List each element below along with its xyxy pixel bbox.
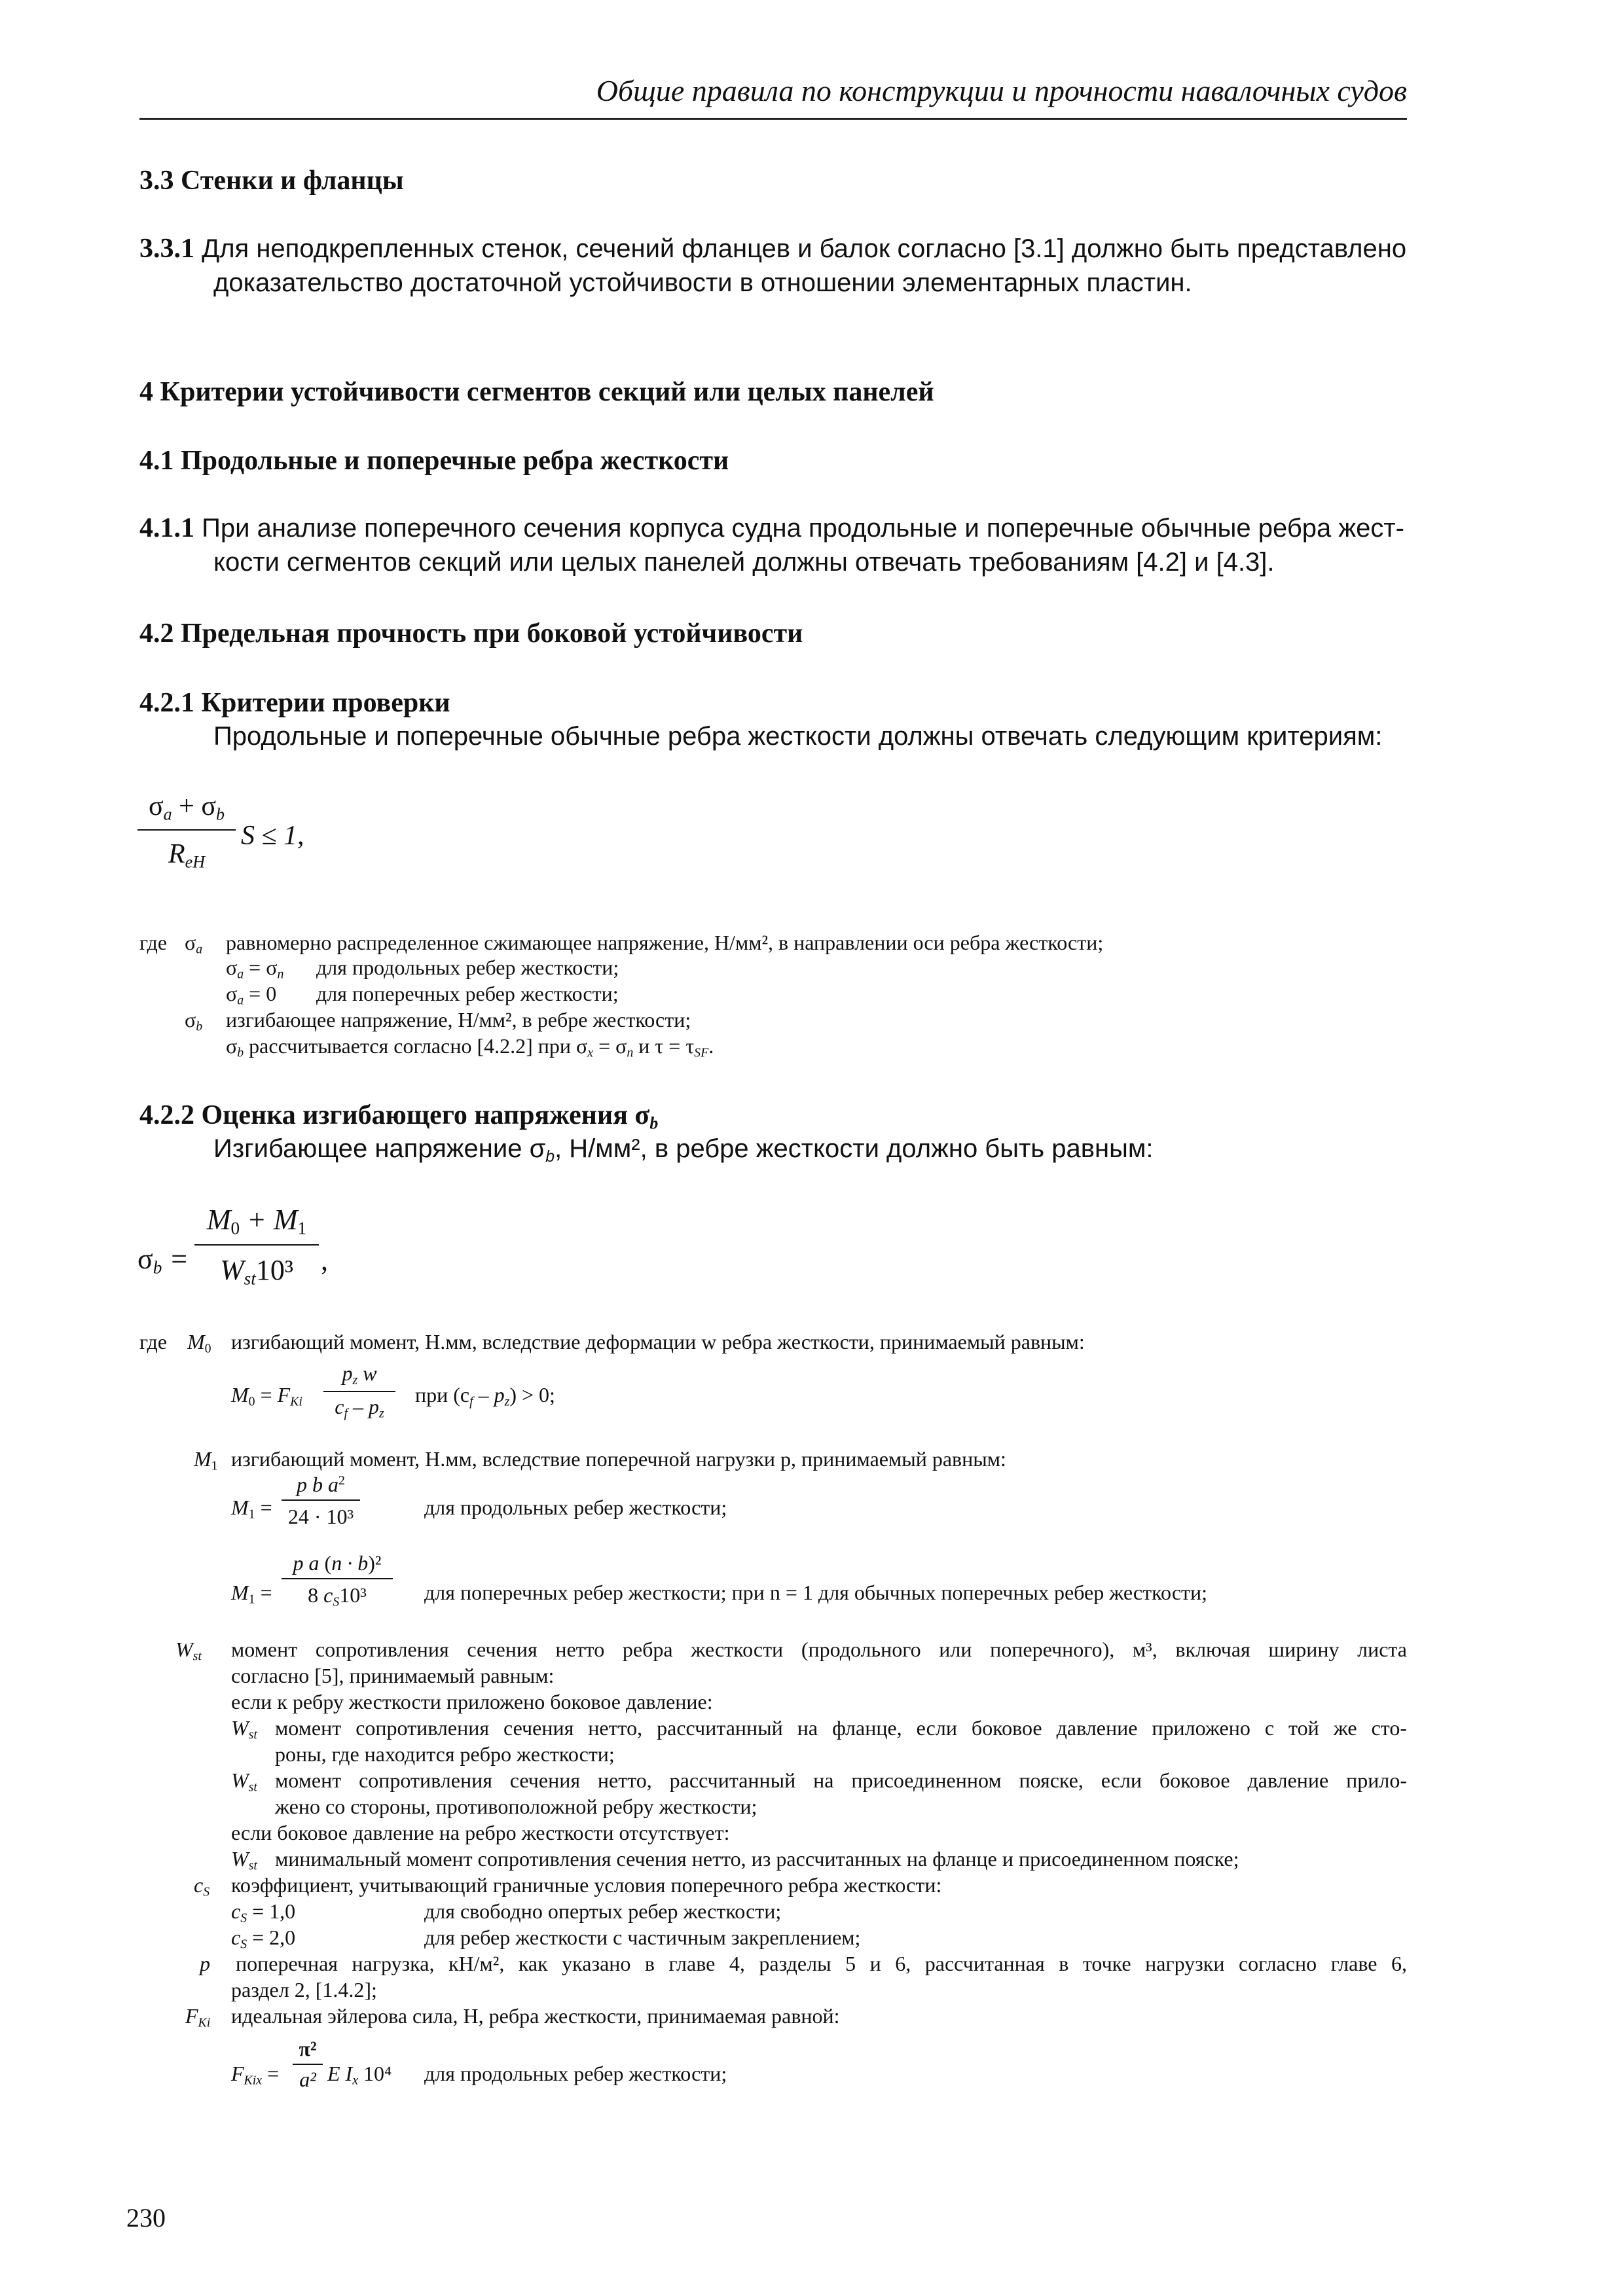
formula-fkix-lhs: $F_{Kix}$ = (231, 2062, 280, 2088)
para-text: При анализе поперечного сечения корпуса судна продольные и поперечные обычные ребра жест- (202, 514, 1404, 543)
formula-m1a-note: для продольных ребер жесткости; (424, 1496, 727, 1519)
formula-fkix-note: для продольных ребер жесткости; (424, 2062, 727, 2085)
para-4-1-1-line1 (139, 512, 1404, 544)
heading-4-2-2-text: 4.2.2 Оценка изгибающего напряжения σ (139, 1100, 650, 1130)
symbol-sigma-a: $\sigma_a$ (185, 931, 203, 957)
cs1-value: = 1,0 (252, 1899, 296, 1923)
def-sigma-a-trans: $\sigma_a = 0$ (226, 982, 277, 1008)
para-number: 3.3.1 (139, 234, 194, 264)
formula-m1a-lhs: $M_1$ = (231, 1496, 272, 1522)
symbol-m0: $M_0$ (187, 1330, 211, 1356)
def-sigma-a: равномерно распределенное сжимающее напряжение, Н/мм², в направлении оси ребра жесткости; (226, 931, 1104, 954)
def-wst-a-line2: роны, где находится ребро жесткости; (275, 1742, 615, 1766)
def-wst-if-pressure: если к ребру жесткости приложено боковое давление: (231, 1690, 713, 1713)
heading-4-1: 4.1 Продольные и поперечные ребра жесткости (139, 446, 729, 476)
formula-m1b-note: для поперечных ребер жесткости; при n = 1 для обычных поперечных ребер жесткости; (424, 1581, 1208, 1604)
symbol-wst: $W_{st}$ (175, 1638, 202, 1664)
where-label-2: где (139, 1330, 168, 1354)
symbol-wst-c: $W_{st}$ (231, 1847, 257, 1873)
heading-4-2-2: 4.2.2 Оценка изгибающего напряжения $\sigma_b$ (139, 1100, 659, 1133)
def-sigma-a-long: $\sigma_a = \sigma_n$ (226, 956, 284, 982)
symbol-sigma-b: $\sigma_b$ (185, 1008, 203, 1034)
formula-criterion-tail: S ≤ 1, (241, 821, 304, 851)
page-number: 230 (126, 2203, 166, 2233)
def-p-line2: раздел 2, [1.4.2]; (231, 1978, 377, 2001)
def-wst-b-line1: момент сопротивления сечения нетто, рассчитанный на присоединенном пояске, если боковое давление прило- (275, 1768, 1407, 1792)
def-cs: коэффициент, учитывающий граничные условия поперечного ребра жесткости: (231, 1873, 942, 1897)
def-fki: идеальная эйлерова сила, Н, ребра жесткости, принимаемая равной: (231, 2004, 840, 2028)
symbol-cs: $c_S$ (194, 1873, 210, 1899)
def-m0: изгибающий момент, Н.мм, вследствие деформации w ребра жесткости, принимаемый равным: (231, 1330, 1085, 1354)
formula-fkix-rhs: E $I_x$ 10⁴ (327, 2062, 392, 2088)
def-wst-c: минимальный момент сопротивления сечения нетто, из рассчитанных на фланце и присоединенном пояске; (275, 1847, 1239, 1871)
running-header: Общие правила по конструкции и прочности навалочных судов (596, 74, 1407, 107)
def-wst-line1: момент сопротивления сечения нетто ребра жесткости (продольного или поперечного), м³, включая ширину листа (231, 1638, 1407, 1661)
where-label-1: где (139, 931, 168, 954)
formula-sigma-b-comma: , (321, 1244, 328, 1276)
formula-sigma-b-fraction: $M_0 + M_1$ $W_{st}10^3$ (194, 1203, 319, 1289)
header-rule (139, 118, 1407, 120)
formula-sigma-b-lhs: $\sigma_b$ = (137, 1243, 189, 1278)
def-cs2-note: для ребер жесткости с частичным закреплением; (424, 1926, 861, 1949)
def-p-line1: поперечная нагрузка, кН/м², как указано в главе 4, разделы 5 и 6, рассчитанная в точке нагрузки согласно главе 6, (236, 1952, 1407, 1975)
def-cs1-note: для свободно опертых ребер жесткости; (424, 1899, 782, 1923)
intro-tail: , Н/мм², в ребре жесткости должно быть равным: (555, 1134, 1154, 1163)
def-wst-line2: согласно [5], принимаемый равным: (231, 1664, 555, 1687)
symbol-wst-a: $W_{st}$ (231, 1716, 257, 1742)
intro-text: Изгибающее напряжение σ (213, 1134, 546, 1163)
def-m1: изгибающий момент, Н.мм, вследствие поперечной нагрузки p, принимаемый равным: (231, 1447, 1006, 1471)
def-sigma-b: изгибающее напряжение, Н/мм², в ребре жесткости; (226, 1008, 691, 1031)
def-wst-if-no-pressure: если боковое давление на ребро жесткости отсутствует: (231, 1821, 730, 1844)
def-cs2: $c_S = 2,0$ (231, 1926, 296, 1952)
para-4-2-1-intro: Продольные и поперечные обычные ребра жесткости должны отвечать следующим критериям: (213, 722, 1383, 751)
formula-m0-fraction: $p_z$ w $c_f - p_z$ (323, 1361, 395, 1421)
def-wst-b-line2: жено со стороны, противоположной ребру жесткости; (275, 1795, 757, 1818)
heading-4-2: 4.2 Предельная прочность при боковой устойчивости (139, 619, 803, 649)
def-sigma-a-trans-note: для поперечных ребер жесткости; (316, 982, 619, 1005)
def-sigma-a-long-note: для продольных ребер жесткости; (316, 956, 619, 979)
para-text: Для неподкрепленных стенок, сечений фланцев и балок согласно [3.1] должно быть представлено (202, 234, 1407, 263)
symbol-fki: $F_{Ki}$ (185, 2004, 211, 2030)
formula-fkix-fraction: π² a² (293, 2037, 323, 2092)
heading-4-2-1: 4.2.1 Критерии проверки (139, 688, 450, 718)
para-3-3-1-line2: доказательство достаточной устойчивости в отношении элементарных пластин. (213, 268, 1192, 297)
heading-3-3: 3.3 Стенки и фланцы (139, 166, 404, 196)
formula-m0-cond: при $(c_f - p_z) > 0$; (415, 1383, 555, 1409)
formula-criterion-fraction: $\sigma_a + \sigma_b$ $R_{eH}$ (137, 791, 236, 872)
symbol-wst-b: $W_{st}$ (231, 1768, 257, 1795)
para-4-2-2-intro: Изгибающее напряжение $\sigma_b$, Н/мм², в ребре жесткости должно быть равным: (213, 1134, 1154, 1166)
para-3-3-1-line1 (139, 233, 1406, 264)
formula-m1b-fraction: p a (n · b)² 8 $c_S10^3$ (282, 1551, 393, 1610)
formula-m0-lhs: $M_0 = F_{Ki}$ (231, 1383, 302, 1409)
cond-text: при (c (415, 1383, 470, 1407)
def-cs1: $c_S = 1,0$ (231, 1899, 296, 1926)
para-4-1-1-line2: кости сегментов секций или целых панелей должны отвечать требованиям [4.2] и [4.3]. (213, 548, 1275, 577)
formula-m1b-lhs: $M_1$ = (231, 1581, 272, 1607)
symbol-p: p (200, 1952, 210, 1975)
def-sigma-b-calc: $\sigma_b$ рассчитывается согласно [4.2.2] при $\sigma_x = \sigma_n$ и $\tau = \tau_{SF}$. (226, 1034, 714, 1060)
symbol-m1: $M_1$ (194, 1447, 218, 1473)
formula-m1a-fraction: p b $a^2$ 24 · 10³ (282, 1473, 360, 1529)
heading-4: 4 Критерии устойчивости сегментов секций или целых панелей (139, 377, 934, 407)
para-number: 4.1.1 (139, 513, 194, 543)
cs2-value: = 2,0 (252, 1926, 296, 1949)
def-wst-a-line1: момент сопротивления сечения нетто, рассчитанный на фланце, если боковое давление приложено с той же сто- (275, 1716, 1407, 1740)
def-sigma-b-calc-text: рассчитывается согласно [4.2.2] при (249, 1034, 571, 1058)
